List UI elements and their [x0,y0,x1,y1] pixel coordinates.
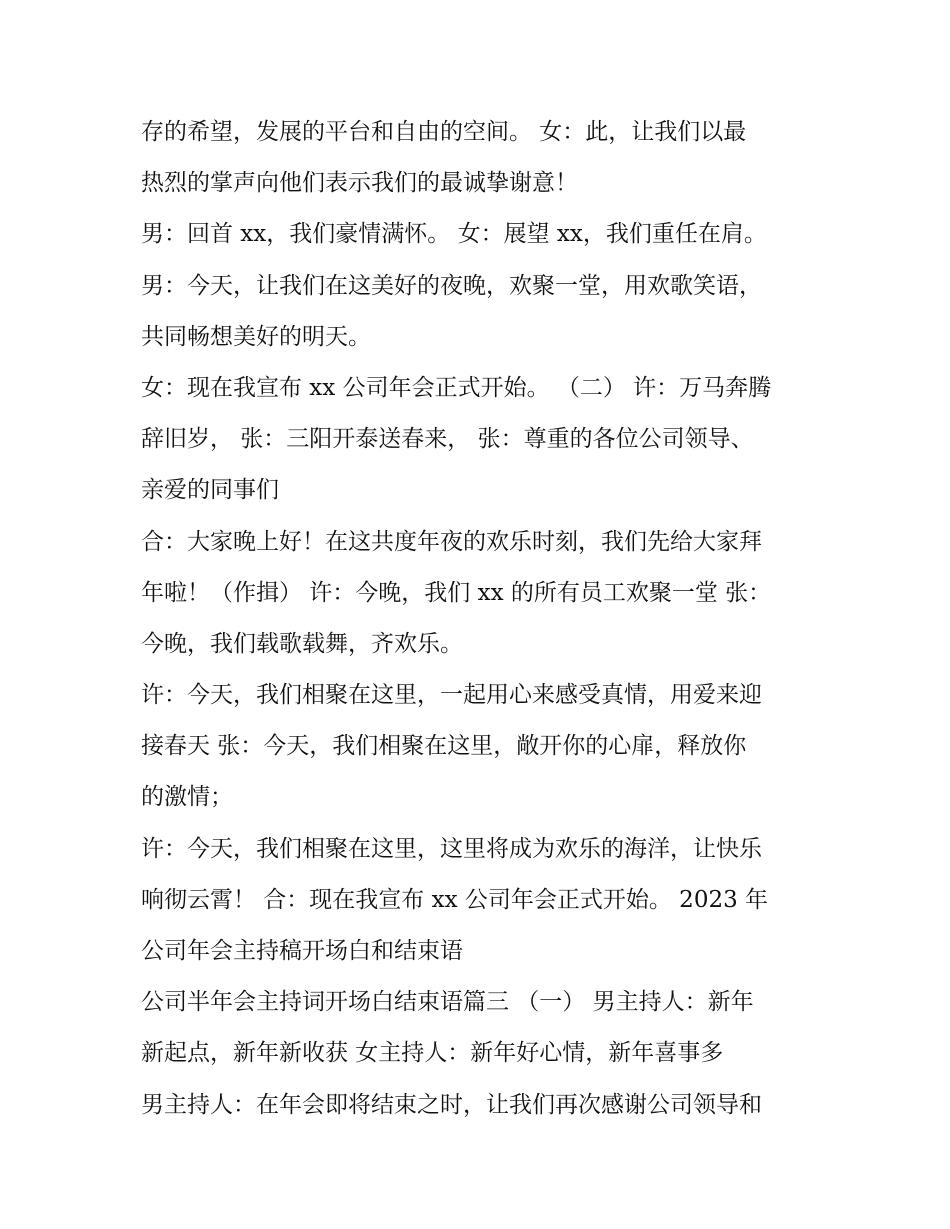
text-line: 许：今天，我们相聚在这里，这里将成为欢乐的海洋，让快乐 [141,835,762,862]
text-line: 亲爱的同事们 [141,477,279,504]
text-line: 公司年会主持稿开场白和结束语 [141,938,463,964]
text-line: 热烈的掌声向他们表示我们的最诚挚谢意！ [141,170,578,197]
text-line: 男：回首 xx，我们豪情满怀。 女：展望 xx，我们重任在肩。 [141,221,767,248]
text-line: 男主持人：在年会即将结束之时，让我们再次感谢公司领导和 [141,1091,762,1118]
body-text [141,107,821,1131]
text-line: 共同畅想美好的明天。 [141,323,371,350]
text-line: 合：大家晚上好！在这共度年夜的欢乐时刻，我们先给大家拜 [141,528,762,555]
text-line: 存的希望，发展的平台和自由的空间。 女：此，让我们以最 [141,119,747,145]
text-line: 年啦！（作揖） 许：今晚，我们 xx 的所有员工欢聚一堂 张： [141,579,772,606]
text-line: 公司半年会主持词开场白结束语篇三 （一） 男主持人：新年 [141,989,754,1016]
text-line: 许：今天，我们相聚在这里，一起用心来感受真情，用爱来迎 [141,682,762,709]
text-line: 接春天 张：今天，我们相聚在这里，敞开你的心扉，释放你 [141,733,747,760]
text-line: 男：今天，让我们在这美好的夜晚，欢聚一堂，用欢歌笑语， [141,272,762,299]
text-line: 的激情； [141,784,233,811]
text-line: 辞旧岁， 张：三阳开泰送春来， 张：尊重的各位公司领导、 [141,426,754,453]
text-line: 响彻云霄！ 合：现在我宣布 xx 公司年会正式开始。 2023 年 [141,886,769,913]
text-line: 今晚，我们载歌载舞，齐欢乐。 [141,630,463,657]
text-line: 女：现在我宣布 xx 公司年会正式开始。 （二） 许：万马奔腾 [141,374,772,401]
text-line: 新起点，新年新收获 女主持人：新年好心情，新年喜事多 [141,1040,724,1067]
